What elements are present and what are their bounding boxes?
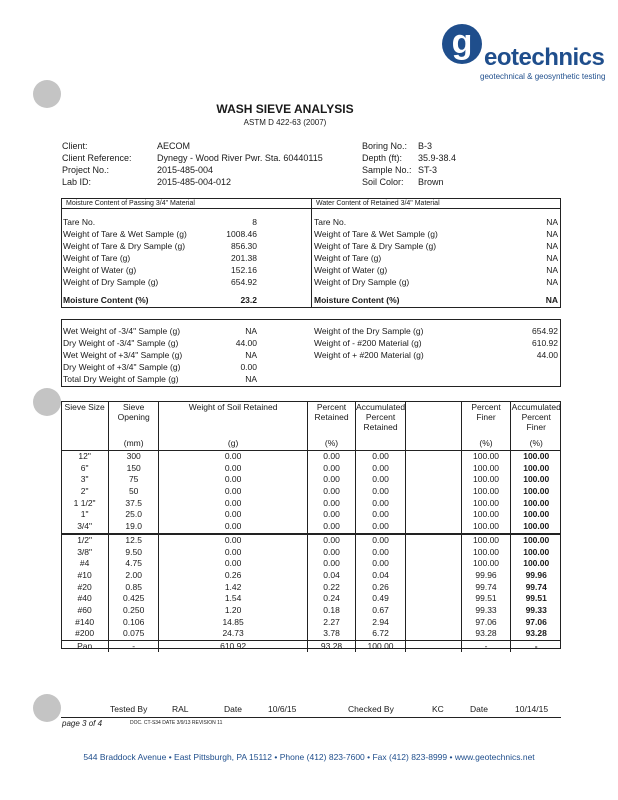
table-row — [61, 497, 561, 509]
info-value: ST-3 — [418, 165, 438, 175]
table-cell: 100.00 — [523, 509, 550, 520]
table-cell: - — [461, 640, 511, 652]
table-cell: 0.00 — [308, 497, 356, 509]
page-number: page 3 of 4 — [62, 719, 103, 728]
unit-label: (mm) — [109, 438, 159, 450]
punch-hole-bottom — [33, 694, 61, 722]
table-cell: 99.96 — [525, 569, 547, 580]
row-label: Wet Weight of +3/4" Sample (g) — [63, 350, 183, 360]
table-cell: 100.00 — [523, 534, 550, 545]
table-row — [61, 628, 561, 640]
table-cell: Pan — [61, 640, 109, 652]
table-row — [61, 605, 561, 617]
table-cell: 100.00 — [523, 521, 550, 532]
table-cell: 0.00 — [355, 474, 405, 486]
table-cell: 100.00 — [461, 546, 511, 558]
date2-label: Date — [470, 704, 488, 714]
row-value: NA — [546, 241, 558, 251]
table-cell: 6.72 — [355, 628, 405, 640]
unit-label: (%) — [308, 438, 356, 450]
logo-tagline: geotechnical & geosynthetic testing — [480, 72, 606, 81]
row-value: 44.00 — [235, 338, 257, 348]
table-cell: 0.00 — [159, 462, 308, 474]
table-cell: 3.78 — [308, 628, 356, 640]
table-cell: 100.00 — [523, 546, 550, 557]
table-cell: 50 — [109, 486, 159, 498]
info-label: Depth (ft): — [362, 153, 403, 163]
checked-by-label: Checked By — [348, 704, 394, 714]
date2-value: 10/14/15 — [515, 704, 549, 714]
table-cell: 0.00 — [355, 462, 405, 474]
row-value: NA — [245, 350, 257, 360]
info-label: Soil Color: — [362, 177, 404, 187]
table-cell: 100.00 — [461, 509, 511, 521]
col-sieve-size: Sieve Size — [61, 402, 109, 438]
table-cell: 100.00 — [461, 450, 511, 462]
col-weight-retained: Weight of Soil Retained — [159, 402, 308, 438]
row-label: Weight of Tare & Wet Sample (g) — [314, 229, 438, 239]
table-cell: 1.20 — [159, 605, 308, 617]
row-value: 0.00 — [240, 362, 257, 372]
table-cell: 2.27 — [308, 616, 356, 628]
table-cell: 0.00 — [308, 546, 356, 558]
table-row — [61, 462, 561, 474]
row-value: 654.92 — [231, 277, 257, 287]
row-label: Dry Weight of -3/4" Sample (g) — [63, 338, 179, 348]
table-cell: - — [534, 641, 538, 652]
table-cell: 0.24 — [308, 593, 356, 605]
row-label: Weight of Tare & Wet Sample (g) — [63, 229, 187, 239]
table-cell: 100.00 — [461, 462, 511, 474]
table-cell: 97.06 — [525, 616, 547, 627]
table-cell: 97.06 — [461, 616, 511, 628]
table-row — [61, 593, 561, 605]
logo-mark: g — [442, 24, 482, 64]
row-value: NA — [245, 374, 257, 384]
table-cell: 2.00 — [109, 570, 159, 582]
table-cell: 12" — [61, 450, 109, 462]
table-cell: 0.04 — [308, 570, 356, 582]
info-label: Lab ID: — [62, 177, 92, 187]
row-value: 8 — [252, 217, 257, 227]
table-row — [61, 521, 561, 534]
table-cell: 99.33 — [461, 605, 511, 617]
table-cell: 25.0 — [109, 509, 159, 521]
logo-name: eotechnics — [484, 44, 605, 71]
table-row — [61, 640, 561, 652]
checked-by-value: KC — [432, 704, 444, 714]
table-cell: #10 — [61, 570, 109, 582]
table-cell: 0.00 — [308, 521, 356, 534]
table-cell: 24.73 — [159, 628, 308, 640]
table-cell: 0.26 — [355, 581, 405, 593]
info-value: B-3 — [418, 141, 433, 151]
row-label: Wet Weight of -3/4" Sample (g) — [63, 326, 181, 336]
table-cell: #60 — [61, 605, 109, 617]
col-sieve-opening: Sieve Opening — [109, 402, 159, 438]
row-value: NA — [546, 277, 558, 287]
table-cell: 100.00 — [461, 486, 511, 498]
table-cell: 100.00 — [523, 462, 550, 473]
date-label: Date — [224, 704, 242, 714]
tested-by-value: RAL — [172, 704, 189, 714]
page-subtitle: ASTM D 422-63 (2007) — [243, 118, 327, 127]
table-cell: 0.26 — [159, 570, 308, 582]
doc-code: DOC. CT-S34 DATE 3/9/13 REVISION 11 — [130, 720, 223, 726]
table-cell: 0.00 — [355, 450, 405, 462]
row-value: NA — [546, 265, 558, 275]
table-cell: 75 — [109, 474, 159, 486]
table-cell: 0.00 — [355, 497, 405, 509]
table-cell: 2" — [61, 486, 109, 498]
row-label: Weight of Tare & Dry Sample (g) — [314, 241, 437, 251]
table-cell: 0.00 — [159, 474, 308, 486]
table-cell: #140 — [61, 616, 109, 628]
table-cell: 100.00 — [523, 451, 550, 462]
table-cell: #40 — [61, 593, 109, 605]
table-cell: 0.075 — [109, 628, 159, 640]
table-cell: 100.00 — [461, 497, 511, 509]
row-label: Weight of Dry Sample (g) — [314, 277, 410, 287]
info-label: Client Reference: — [62, 153, 132, 163]
table-cell: 99.33 — [525, 604, 547, 615]
table-cell: 100.00 — [523, 486, 550, 497]
row-label: Tare No. — [314, 217, 347, 227]
table-row — [61, 616, 561, 628]
info-label: Sample No.: — [362, 165, 412, 175]
table-cell: 2.94 — [355, 616, 405, 628]
moisture-left-title: Moisture Content of Passing 3/4" Material — [66, 200, 195, 207]
col-percent-finer: Percent Finer — [461, 402, 511, 438]
table-row — [61, 558, 561, 570]
row-value: 44.00 — [536, 350, 558, 360]
table-cell: 300 — [109, 450, 159, 462]
moisture-right-title: Water Content of Retained 3/4" Material — [316, 200, 440, 207]
table-cell: 0.49 — [355, 593, 405, 605]
table-row — [61, 570, 561, 582]
info-label: Client: — [62, 141, 88, 151]
row-value: NA — [546, 217, 558, 227]
table-cell: 0.00 — [308, 534, 356, 547]
col-percent-retained: Percent Retained — [308, 402, 356, 438]
moisture-content-label: Moisture Content (%) — [314, 295, 400, 305]
info-label: Project No.: — [62, 165, 110, 175]
table-row — [61, 581, 561, 593]
table-row — [61, 450, 561, 462]
unit-label: (%) — [529, 438, 543, 449]
row-value: 152.16 — [231, 265, 257, 275]
table-cell: 0.00 — [159, 558, 308, 570]
table-cell: 0.04 — [355, 570, 405, 582]
row-value: NA — [546, 253, 558, 263]
unit-label: (%) — [461, 438, 511, 450]
row-label: Weight of the Dry Sample (g) — [314, 326, 424, 336]
table-cell: 0.00 — [308, 462, 356, 474]
table-cell: 0.00 — [159, 450, 308, 462]
table-row — [61, 546, 561, 558]
tested-by-label: Tested By — [110, 704, 148, 714]
table-cell: 100.00 — [523, 497, 550, 508]
table-cell: 9.50 — [109, 546, 159, 558]
table-cell: 4.75 — [109, 558, 159, 570]
table-cell: 3/8" — [61, 546, 109, 558]
table-cell: - — [109, 640, 159, 652]
table-cell: 0.00 — [159, 546, 308, 558]
table-cell: 100.00 — [461, 474, 511, 486]
table-cell: 0.00 — [355, 558, 405, 570]
table-cell: 14.85 — [159, 616, 308, 628]
table-cell: 150 — [109, 462, 159, 474]
moisture-content-label: Moisture Content (%) — [63, 295, 149, 305]
row-value: 610.92 — [532, 338, 558, 348]
table-cell: 610.92 — [159, 640, 308, 652]
table-cell: 0.67 — [355, 605, 405, 617]
table-cell: 0.00 — [159, 486, 308, 498]
row-value: 856.30 — [231, 241, 257, 251]
table-cell: 1 1/2" — [61, 497, 109, 509]
table-cell: 19.0 — [109, 521, 159, 534]
table-cell: 0.85 — [109, 581, 159, 593]
row-value: NA — [245, 326, 257, 336]
row-label: Weight of Water (g) — [63, 265, 137, 275]
table-cell: 0.00 — [355, 534, 405, 547]
info-label: Boring No.: — [362, 141, 408, 151]
table-cell: 99.74 — [461, 581, 511, 593]
row-label: Weight of - #200 Material (g) — [314, 338, 422, 348]
table-cell: 93.28 — [308, 640, 356, 652]
table-cell: 99.51 — [525, 593, 547, 604]
row-label: Weight of Tare (g) — [63, 253, 131, 263]
table-cell: 0.22 — [308, 581, 356, 593]
info-value: Dynegy - Wood River Pwr. Sta. 60440115 — [157, 153, 323, 163]
table-cell: 0.00 — [355, 486, 405, 498]
table-cell: 0.00 — [308, 474, 356, 486]
table-cell: #200 — [61, 628, 109, 640]
table-row — [61, 486, 561, 498]
table-cell: 0.00 — [159, 497, 308, 509]
table-cell: 6" — [61, 462, 109, 474]
moisture-content-box — [61, 198, 561, 308]
row-label: Tare No. — [63, 217, 96, 227]
table-cell: 0.106 — [109, 616, 159, 628]
table-cell: 99.51 — [461, 593, 511, 605]
table-cell: 0.425 — [109, 593, 159, 605]
table-cell: 1.54 — [159, 593, 308, 605]
table-row — [61, 534, 561, 547]
table-cell: #4 — [61, 558, 109, 570]
info-value: 35.9-38.4 — [418, 153, 457, 163]
table-cell: 93.28 — [461, 628, 511, 640]
row-value: 201.38 — [231, 253, 257, 263]
table-cell: 0.00 — [159, 509, 308, 521]
table-cell: 0.00 — [308, 486, 356, 498]
table-cell: 100.00 — [461, 558, 511, 570]
table-cell: 1.42 — [159, 581, 308, 593]
table-cell: 0.00 — [159, 521, 308, 534]
table-cell: 37.5 — [109, 497, 159, 509]
row-label: Weight of Water (g) — [314, 265, 388, 275]
table-row — [61, 509, 561, 521]
moisture-content-value: 23.2 — [240, 295, 257, 305]
table-cell: 0.00 — [355, 509, 405, 521]
row-label: Total Dry Weight of Sample (g) — [63, 374, 179, 384]
table-cell: 99.74 — [525, 581, 547, 592]
table-cell: 1/2" — [61, 534, 109, 547]
table-cell: 3/4" — [61, 521, 109, 534]
table-cell: 0.250 — [109, 605, 159, 617]
table-cell: #20 — [61, 581, 109, 593]
info-value: 2015-485-004-012 — [157, 177, 232, 187]
info-value: AECOM — [157, 141, 191, 151]
punch-hole-middle — [33, 388, 61, 416]
moisture-content-value: NA — [545, 295, 558, 305]
sieve-table — [61, 402, 561, 652]
row-label: Weight of Dry Sample (g) — [63, 277, 159, 287]
table-cell: 0.00 — [355, 546, 405, 558]
table-cell: 100.00 — [523, 474, 550, 485]
table-cell: 0.00 — [308, 509, 356, 521]
table-cell: 0.00 — [159, 534, 308, 547]
row-label: Dry Weight of +3/4" Sample (g) — [63, 362, 181, 372]
info-value: Brown — [418, 177, 444, 187]
row-label: Weight of + #200 Material (g) — [314, 350, 424, 360]
unit-label: (g) — [159, 438, 308, 450]
table-cell: 93.28 — [525, 628, 547, 639]
table-cell: 100.00 — [461, 521, 511, 534]
col-accumulated-finer: Accumulated Percent Finer — [511, 402, 561, 432]
table-cell: 0.00 — [355, 521, 405, 534]
page-title: WASH SIEVE ANALYSIS — [216, 102, 354, 116]
table-cell: 1" — [61, 509, 109, 521]
info-value: 2015-485-004 — [157, 165, 214, 175]
row-label: Weight of Tare & Dry Sample (g) — [63, 241, 186, 251]
date-value: 10/6/15 — [268, 704, 297, 714]
col-accumulated-retained: Accumulated Percent Retained — [355, 402, 405, 438]
table-cell: 12.5 — [109, 534, 159, 547]
table-cell: 0.00 — [308, 450, 356, 462]
table-cell: 100.00 — [355, 640, 405, 652]
row-label: Weight of Tare (g) — [314, 253, 382, 263]
table-cell: 99.96 — [461, 570, 511, 582]
table-cell: 0.18 — [308, 605, 356, 617]
table-cell: 100.00 — [461, 534, 511, 547]
company-address: 544 Braddock Avenue • East Pittsburgh, PA 15112 • Phone (412) 823-7600 • Fax (412) 823-8999 • www.geotechnics.net — [83, 752, 535, 762]
table-cell: 0.00 — [308, 558, 356, 570]
row-value: NA — [546, 229, 558, 239]
row-value: 654.92 — [532, 326, 558, 336]
table-row — [61, 474, 561, 486]
table-cell: 100.00 — [523, 558, 550, 569]
row-value: 1008.46 — [226, 229, 257, 239]
table-cell: 3" — [61, 474, 109, 486]
